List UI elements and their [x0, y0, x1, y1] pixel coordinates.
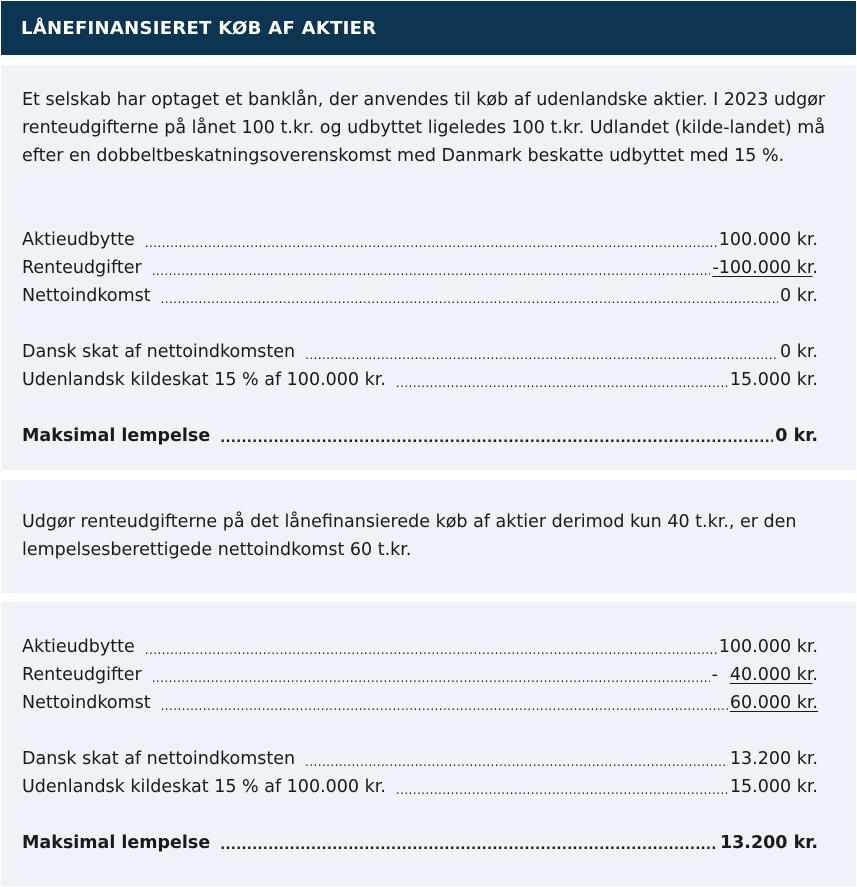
row-label: Nettoindkomst	[22, 286, 151, 306]
row-value: 13.200 kr.	[729, 749, 818, 769]
dot-leader	[396, 779, 728, 801]
dot-leader	[305, 344, 778, 366]
calc-row-danish-tax	[22, 338, 818, 366]
row-value-underlined: -100.000 kr	[712, 258, 813, 278]
row-label: Maksimal lempelse	[22, 833, 211, 853]
row-value: 0 kr.	[775, 426, 818, 446]
row-label: Dansk skat af nettoindkomsten	[22, 342, 296, 362]
row-value-underlined: 40.000 kr	[729, 665, 813, 685]
calc-row-interest	[22, 661, 818, 689]
row-label: Aktieudbytte	[22, 637, 135, 657]
calc-row-dividend	[22, 633, 818, 661]
row-label: Renteudgifter	[22, 665, 142, 685]
row-label: Aktieudbytte	[22, 230, 135, 250]
calc-row-interest	[22, 254, 818, 282]
calc-row-net-income	[22, 282, 818, 310]
row-value: 0 kr.	[780, 342, 818, 362]
row-value: 100.000 kr.	[718, 230, 818, 250]
dot-leader	[161, 288, 778, 310]
row-value: 15.000 kr.	[729, 370, 818, 390]
row-value: 60.000 kr.	[729, 693, 818, 713]
dot-leader	[152, 667, 710, 689]
row-label: Nettoindkomst	[22, 693, 151, 713]
calc-row-max-relief	[22, 829, 818, 857]
intro-paragraph: Et selskab har optaget et banklån, der anvendes til køb af udenlandske aktier. I 2023 udgør renteudgifterne på lånet 100 t.kr. og udbyttet ligeledes 100 t.kr. Udlandet (kilde-landet) må efter en dobbeltbeskatningsoverenskomst med Danmark beskatte udbyttet med 15 %.	[22, 90, 826, 166]
dot-leader	[145, 232, 717, 254]
row-value	[728, 661, 818, 689]
dot-leader	[220, 835, 718, 857]
calc-row-net-income	[22, 689, 818, 717]
row-value: 0 kr.	[780, 286, 818, 306]
dot-leader	[396, 372, 728, 394]
row-value: 100.000 kr.	[718, 637, 818, 657]
dot-leader	[220, 428, 773, 450]
explanation-paragraph: Udgør renteudgifterne på det lånefinansierede køb af aktier derimod kun 40 t.kr., er den lempelsesberettigede nettoindkomst 60 t.kr.	[22, 512, 797, 560]
calc-row-foreign-tax	[22, 366, 818, 394]
example-box-3	[1, 602, 856, 886]
row-label: Maksimal lempelse	[22, 426, 211, 446]
row-value: 15.000 kr.	[729, 777, 818, 797]
calc-row-danish-tax	[22, 745, 818, 773]
dot-leader	[161, 695, 728, 717]
row-label: Renteudgifter	[22, 258, 142, 278]
dot-leader	[305, 751, 728, 773]
calc-row-max-relief	[22, 422, 818, 450]
dot-leader	[152, 260, 711, 282]
row-value-suffix: .	[812, 258, 818, 278]
row-value-prefix: -	[711, 665, 718, 685]
row-label: Dansk skat af nettoindkomsten	[22, 749, 296, 769]
row-value: 13.200 kr.	[719, 833, 818, 853]
dot-leader	[145, 639, 717, 661]
row-value	[710, 254, 818, 282]
row-label: Udenlandsk kildeskat 15 % af 100.000 kr.	[22, 777, 386, 797]
calc-row-foreign-tax	[22, 773, 818, 801]
example-box-1	[1, 65, 856, 470]
section-header	[1, 1, 856, 55]
row-value-suffix: .	[812, 665, 818, 685]
calc-row-dividend	[22, 226, 818, 254]
row-label: Udenlandsk kildeskat 15 % af 100.000 kr.	[22, 370, 386, 390]
example-box-2-text	[1, 480, 856, 593]
section-title: LÅNEFINANSIERET KØB AF AKTIER	[21, 17, 377, 39]
